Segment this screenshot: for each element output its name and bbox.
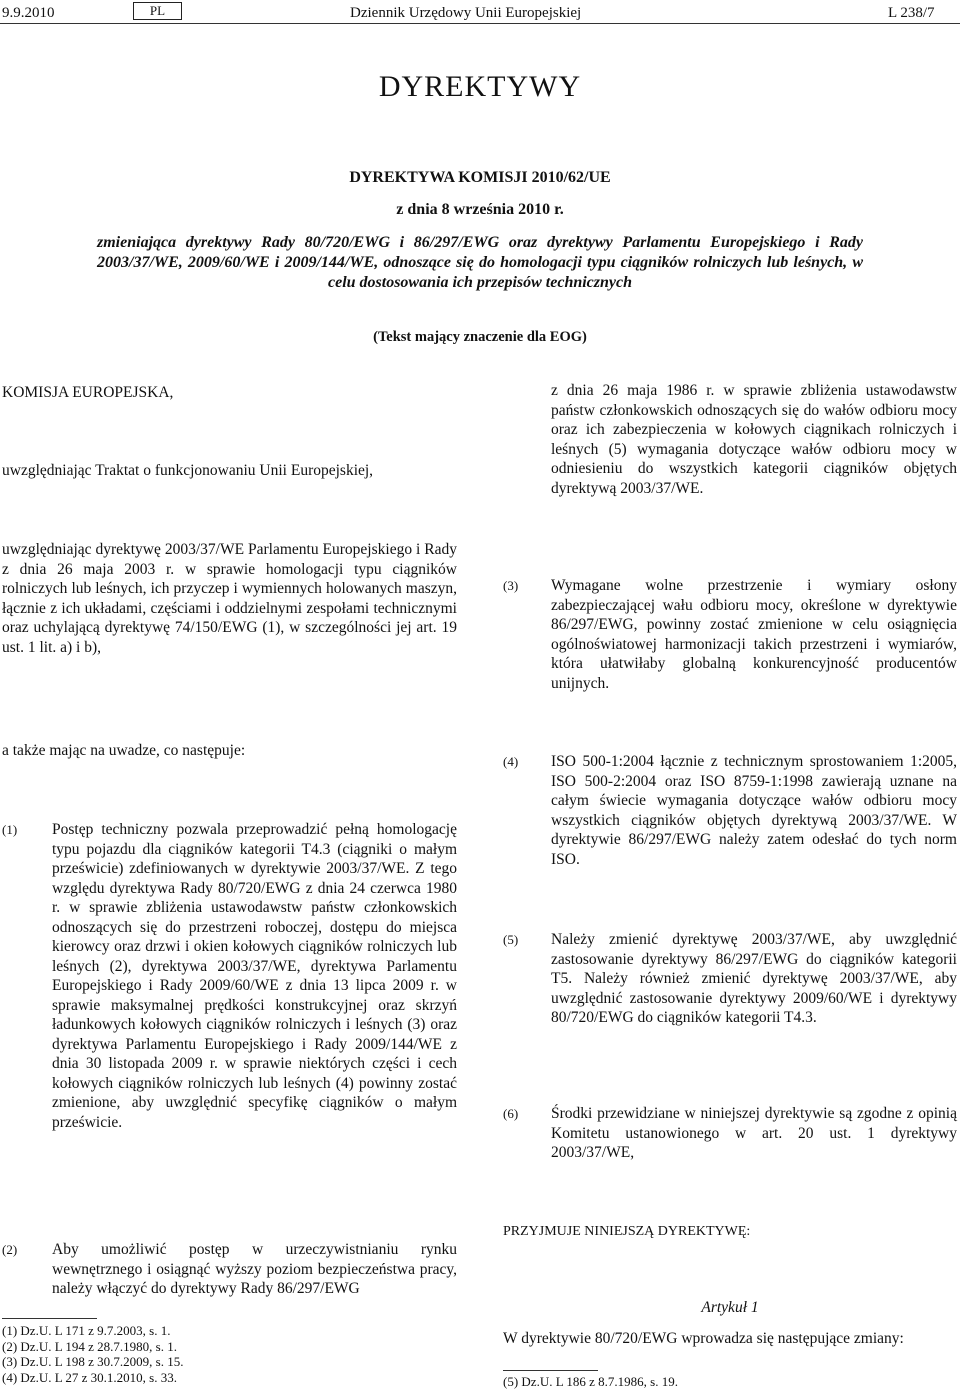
directive-title: DYREKTYWA KOMISJI 2010/62/UE: [349, 169, 611, 186]
recital-number: (2): [2, 1242, 18, 1257]
footnote-separator: [2, 1318, 97, 1319]
recital-4: ISO 500-1:2004 łącznie z technicznym sprostowaniem 1:2005, ISO 500-2:2004 oraz ISO 8759-1:1998 zawierają uznane na całym świecie wymagania dotyczące wałów odbioru mocy wszystkich ciągników objętych dyrektywą 2003/37/WE. W dyrektywie 86/297/EWG należy zatem odesłać do tych norm ISO.: [551, 753, 957, 868]
recital-2: Aby umożliwić postęp w urzeczywistnianiu rynku wewnętrznego i osiągnąć wyższy poziom bezpieczeństwa pracy, należy włączyć do dyrektywy Rady 86/297/EWG: [52, 1241, 457, 1297]
footnote: (1) Dz.U. L 171 z 9.7.2003, s. 1.: [2, 1323, 171, 1338]
footnote-separator: [503, 1370, 598, 1371]
article-heading: Artykuł 1: [701, 1299, 759, 1316]
recital-number: (5): [503, 932, 519, 947]
whereas-intro: a także mając na uwadze, co następuje:: [2, 742, 246, 759]
recital-number: (1): [2, 822, 18, 837]
footnote: (5) Dz.U. L 186 z 8.7.1986, s. 19.: [503, 1374, 678, 1389]
commission-heading: KOMISJA EUROPEJSKA,: [2, 384, 174, 401]
footnote-list: [2, 1323, 302, 1385]
footnote: (4) Dz.U. L 27 z 30.1.2010, s. 33.: [2, 1369, 177, 1385]
article-text: W dyrektywie 80/720/EWG wprowadza się następujące zmiany:: [503, 1330, 904, 1347]
language-badge: PL: [133, 2, 182, 20]
recital-2-continuation: z dnia 26 maja 1986 r. w sprawie zbliżenia ustawodawstw państw członkowskich odnoszących się do wałów odbioru mocy oraz ich zabezpieczenia w kołowych ciągnikach rolniczych i leśnych (5) wymagania dotyczące wałów odbioru mocy w odniesieniu do wszystkich kategorii ciągników objętych dyrektywą 2003/37/WE.: [551, 382, 957, 497]
recital-3: Wymagane wolne przestrzenie i wymiary osłony zabezpieczającej wału odbioru mocy, określone w dyrektywie 86/297/EWG, powinny zostać zmienione w celu osiągnięcia ogólnoświatowej harmonizacji takich przestrzeni i wymiarów, która ułatwiłaby globalną konkurencyjność producentów unijnych.: [551, 577, 957, 692]
recital-5: Należy zmienić dyrektywę 2003/37/WE, aby uwzględnić zastosowanie dyrektywy 86/297/EWG do ciągników kategorii T5. Należy również zmienić dyrektywę 2003/37/WE, aby uwzględnić zastosowanie dyrektywy 2009/60/WE i dyrektywy 80/720/EWG do ciągników kategorii T4.3.: [551, 931, 957, 1026]
directive-subject: zmieniająca dyrektywy Rady 80/720/EWG i 86/297/EWG oraz dyrektywy Parlamentu Europejskiego i Rady 2003/37/WE, 2009/60/WE i 2009/144/WE, odnoszące się do homologacji typu ciągników rolniczych lub leśnych, w celu dostosowania ich przepisów technicznych: [97, 234, 863, 291]
recital-directive: uwzględniając dyrektywę 2003/37/WE Parlamentu Europejskiego i Rady z dnia 26 maja 2003 r. w sprawie homologacji typu ciągników rolniczych lub leśnych, ich przyczep i wymiennych holowanych maszyn, łącznie z ich układami, częściami i oddzielnymi zespołami technicznymi oraz uchylającą dyrektywę 74/150/EWG (1), w szczególności jej art. 19 ust. 1 lit. a) i b),: [2, 541, 457, 656]
recital-number: (6): [503, 1106, 519, 1121]
page-reference: L 238/7: [888, 5, 935, 21]
eea-relevance: (Tekst mający znaczenie dla EOG): [373, 329, 587, 345]
recital-6: Środki przewidziane w niniejszej dyrektywie są zgodne z opinią Komitetu ustanowionego w art. 20 ust. 1 dyrektywy 2003/37/WE,: [551, 1105, 957, 1161]
journal-name: Dziennik Urzędowy Unii Europejskiej: [350, 5, 582, 21]
footnote: (2) Dz.U. L 194 z 28.7.1980, s. 1.: [2, 1338, 177, 1354]
recital-number: (4): [503, 754, 519, 769]
header-date: 9.9.2010: [2, 5, 55, 21]
header-rule: [0, 23, 960, 24]
recital-1: Postęp techniczny pozwala przeprowadzić pełną homologację typu pojazdu dla ciągników kategorii T4.3 (ciągniki o małym prześwicie) zdefiniowanych w dyrektywie 2003/37/WE. Z tego względu dyrektywa Rady 80/720/EWG z dnia 24 czerwca 1980 r. w sprawie zbliżenia ustawodawstw państw członkowskich odnoszących się do przestrzeni roboczej, dostępu do miejsca kierowcy oraz drzwi i okien kołowych ciągników rolniczych lub leśnych (2), dyrektywa 2003/37/WE, dyrektywa Parlamentu Europejskiego i Rady 2009/60/WE z dnia 13 lipca 2009 r. w sprawie maksymalnej prędkości konstrukcyjnej oraz skrzyń ładunkowych kołowych ciągników rolniczych i leśnych (3) oraz dyrektywa Parlamentu Europejskiego i Rady 2009/144/WE z dnia 30 listopada 2009 r. w sprawie niektórych części i cech kołowych ciągników rolniczych lub leśnych (4) powinny zostać zmienione, aby uwzględnić specyfikę ciągników o małym prześwicie.: [52, 821, 457, 1131]
recital-number: (3): [503, 578, 519, 593]
directive-date: z dnia 8 września 2010 r.: [396, 201, 564, 218]
section-title: DYREKTYWY: [378, 70, 582, 103]
adoption-formula: PRZYJMUJE NINIEJSZĄ DYREKTYWĘ:: [503, 1224, 751, 1239]
recital-treaty: uwzględniając Traktat o funkcjonowaniu Unii Europejskiej,: [2, 462, 374, 479]
footnote: (3) Dz.U. L 198 z 30.7.2009, s. 15.: [2, 1354, 184, 1369]
